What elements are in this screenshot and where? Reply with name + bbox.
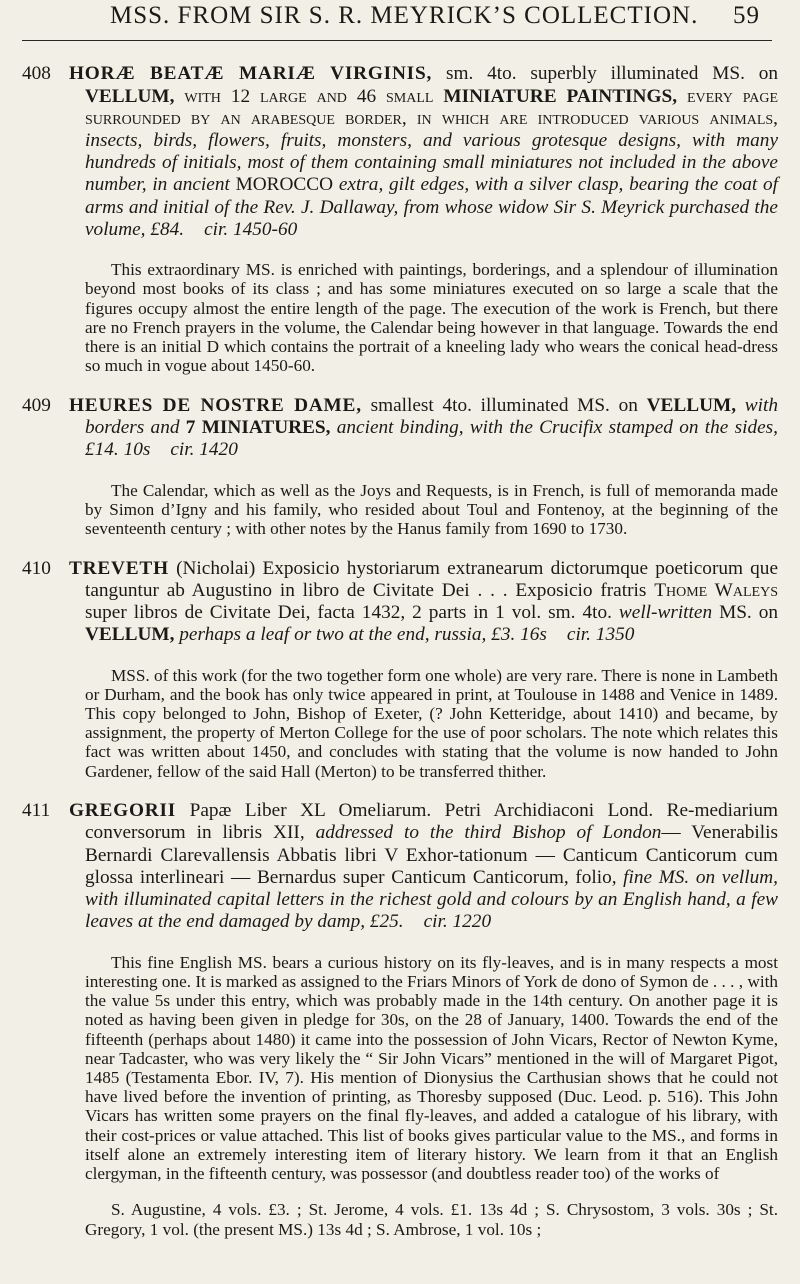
entry-title: HORÆ BEATÆ MARIÆ VIRGINIS, (69, 63, 433, 85)
entry-description: (Nicholai) Exposicio hystoriarum extranearum dictorumque poeticorum que tanguntur ab Augustino in libro de Civitate Dei . . . Exposicio fratris (85, 557, 778, 601)
entry-heading (22, 395, 778, 462)
entry-note: This fine English MS. bears a curious history on its fly-leaves, and is in many respects a most interesting one. It is marked as assigned to the Friars Minors of York de dono of Symon de . . . , with the value 5s under this entry, which was probably made in the 14th century. On another page it is noted as having been given in pledge for 30s, on the 28 of January, 1400. Towards the end of the fifteenth (perhaps about 1480) it came into the possession of John Vicars, Rector of Newton Kyme, near Tadcaster, who was very likely the “ Sir John Vicars” mentioned in the will of Margaret Pigot, 1485 (Testamenta Ebor. IV, 7). His mention of Dionysius the Carthusian shows that he could not have lived before the invention of printing, as Thoresby supposed (Duc. Leod. p. 516). This John Vicars has written some prayers on the final fly-leaves, and added a catalogue of his library, with their cost-prices or value attached. This list of books gives particular value to the MS., and forms in itself alone an extremely interesting item of literary history. We learn from it that an English clergyman, in the fifteenth century, was possessor (and doubtless reader too) of the works of (85, 952, 778, 1183)
entry-note: S. Augustine, 4 vols. £3. ; St. Jerome, 4 vols. £1. 13s 4d ; S. Chrysostom, 3 vols. 30s ; St. Gregory, 1 vol. (the present MS.) 13s 4d ; S. Ambrose, 1 vol. 10s ; (85, 1200, 778, 1239)
entry-description: MS. on (719, 601, 778, 623)
entry-date: cir. 1450-60 (204, 218, 298, 240)
entry-date: cir. 1350 (566, 624, 635, 646)
header-rule (22, 40, 772, 41)
entry-description: addressed to the third Bishop of London (315, 822, 662, 844)
entry-description: ancient binding, with the Crucifix stamped on the sides, £14. 10s (85, 416, 778, 461)
entry-title: TREVETH (69, 557, 169, 579)
entry-note: This extraordinary MS. is enriched with paintings, borderings, and a splendour of illumination beyond most books of its class ; and has some miniatures executed on so large a scale that the figures occupy almost the entire length of the page. The execution of the work is French, but there are no French prayers in the volume, the Calendar being however in that language. Towards the end there is an initial D which contains the portrait of a kneeling lady who wears the conical head-dress so much in vogue about 1450-60. (85, 260, 778, 376)
lot-number: 410 (22, 557, 51, 579)
entry-date: cir. 1220 (423, 911, 492, 933)
entry-description: sm. 4to. superbly illuminated MS. on (445, 63, 779, 85)
page-title: MSS. FROM SIR S. R. MEYRICK’S COLLECTION. (110, 2, 699, 29)
lot-number: 408 (22, 63, 51, 85)
entry-description: extra, gilt edges, with a silver clasp, bearing the coat of arms and initial of the Rev. J. Dallaway, from whose widow Sir S. Meyrick purchased the volume, £84. (85, 174, 779, 240)
miniatures: MINIATURE PAINTINGS, (443, 85, 678, 107)
entry-description: well-written (618, 601, 713, 623)
binding: MOROCCO (235, 174, 334, 196)
entry-heading (22, 63, 778, 241)
author-name: Thome Waleys (654, 579, 778, 601)
miniatures: 7 MINIATURES, (185, 416, 331, 438)
material: VELLUM, (646, 394, 737, 416)
lot-number: 411 (22, 800, 51, 822)
entry-note: MSS. of this work (for the two together form one whole) are very rare. There is none in Lambeth or Durham, and the book has only twice appeared in print, at Toulouse in 1488 and Venice in 1489. This copy belonged to John, Bishop of Exeter, (? John Ketteridge, about 1410) and became, by assignment, the property of Merton College for the use of poor scholars. The note which relates this fact was written about 1450, and concludes with stating that the volume is now handed to John Gardener, fellow of the said Hall (Merton) to be transferred thither. (85, 665, 778, 781)
entry-description: perhaps a leaf or two at the end, russia, £3. 16s (179, 624, 547, 646)
entry-title: HEURES DE NOSTRE DAME, (69, 394, 362, 416)
catalogue-entries (22, 44, 778, 1241)
entry-description: with borders and (85, 394, 778, 438)
page-number: 59 (733, 2, 760, 29)
entry-date: cir. 1420 (170, 439, 238, 461)
entry-description: — Venerabilis Bernardi Clarevallensis Abbatis libri V Exhor-tationum — Canticum Canticorum cum glossa interlineari — Bernardus super Canticum Canticorum, folio, (85, 822, 778, 888)
entry-description: fine MS. on vellum, with illuminated capital letters in the richest gold and colours by an English hand, a few leaves at the end damaged by damp, £25. (85, 866, 778, 933)
entry-description: insects, birds, flowers, fruits, monsters, and various grotesque designs, with many hundreds of initials, most of them containing small miniatures not included in the above number, in ancient (85, 129, 778, 196)
material: VELLUM, (85, 85, 175, 107)
entry-heading (22, 558, 778, 647)
entry-description: Papæ Liber XL Omeliarum. Petri Archidiaconi Lond. Re-mediarium conversorum in libris XII, (85, 800, 778, 844)
entry-note: The Calendar, which as well as the Joys and Requests, is in French, is full of memoranda made by Simon d’Igny and his family, who resided about Toul and Fontenoy, at the beginning of the seventeenth century ; with other notes by the Hanus family from 1690 to 1730. (85, 480, 778, 539)
entry-heading (22, 800, 778, 933)
entry-409 (22, 395, 778, 539)
entry-description: super libros de Civitate Dei, facta 1432, 2 parts in 1 vol. sm. 4to. (85, 601, 612, 623)
entry-410 (22, 558, 778, 781)
entry-description: smallest 4to. illuminated MS. on (370, 394, 638, 416)
entry-description: with 12 large and 46 small (184, 85, 434, 107)
entry-description: every page surrounded by an arabesque border, in which are introduced various animals, (85, 85, 779, 129)
lot-number: 409 (22, 394, 51, 416)
entry-title: GREGORII (69, 800, 177, 822)
material: VELLUM, (85, 624, 175, 646)
entry-411 (22, 800, 778, 1239)
entry-408 (22, 63, 778, 375)
